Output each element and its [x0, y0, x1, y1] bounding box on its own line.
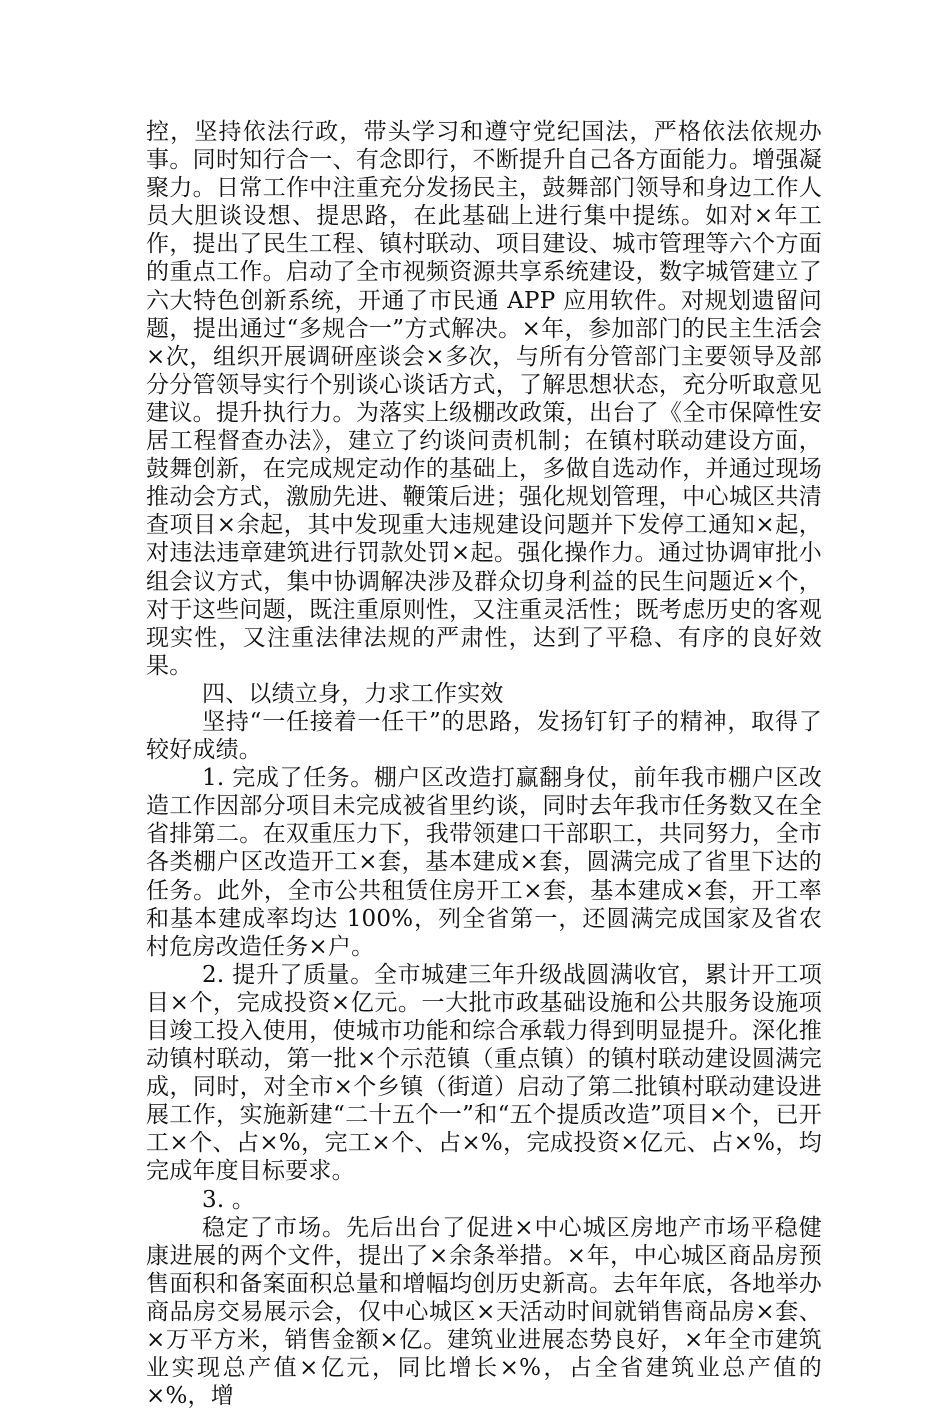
- document-page: [146, 118, 822, 1410]
- body-paragraph: 稳定了市场。先后出台了促进×中心城区房地产市场平稳健康进展的两个文件，提出了×余条举措。×年，中心城区商品房预售面积和备案面积总量和增幅均创历史新高。去年年底，各地举办商品房交易展示会，仅中心城区×天活动时间就销售商品房×套、×万平方米，销售金额×亿。建筑业进展态势良好，×年全市建筑业实现总产值×亿元，同比增长×%，占全省建筑业总产值的×%，增: [146, 1214, 822, 1410]
- numbered-paragraph: 2. 提升了质量。全市城建三年升级战圆满收官，累计开工项目×个，完成投资×亿元。一大批市政基础设施和公共服务设施项目竣工投入使用，使城市功能和综合承载力得到明显提升。深化推动镇村联动，第一批×个示范镇（重点镇）的镇村联动建设圆满完成，同时，对全市×个乡镇（街道）启动了第二批镇村联动建设进展工作，实施新建“二十五个一”和“五个提质改造”项目×个，已开工×个、占×%，完工×个、占×%，完成投资×亿元、占×%，均完成年度目标要求。: [146, 961, 822, 1185]
- numbered-paragraph: 3. 。: [202, 1186, 256, 1213]
- numbered-paragraph: 1. 完成了任务。棚户区改造打赢翻身仗，前年我市棚户区改造工作因部分项目未完成被省里约谈，同时去年我市任务数又在全省排第二。在双重压力下，我带领建口干部职工，共同努力，全市各类棚户区改造开工×套，基本建成×套，圆满完成了省里下达的任务。此外，全市公共租赁住房开工×套，基本建成×套，开工率和基本建成率均达 100%，列全省第一，还圆满完成国家及省农村危房改造任务×户。: [146, 765, 822, 960]
- section-heading: 四、以绩立身，力求工作实效: [202, 680, 504, 707]
- body-paragraph: 控，坚持依法行政，带头学习和遵守党纪国法，严格依法依规办事。同时知行合一、有念即行，不断提升自己各方面能力。增强凝聚力。日常工作中注重充分发扬民主，鼓舞部门领导和身边工作人员大胆谈设想、提思路，在此基础上进行集中提练。如对×年工作，提出了民生工程、镇村联动、项目建设、城市管理等六个方面的重点工作。启动了全市视频资源共享系统建设，数字城管建立了六大特色创新系统，开通了市民通 APP 应用软件。对规划遗留问题，提出通过“多规合一”方式解决。×年，参加部门的民主生活会×次，组织开展调研座谈会×多次，与所有分管部门主要领导及部分分管领导实行个别谈心谈话方式，了解思想状态，充分听取意见建议。提升执行力。为落实上级棚改政策，出台了《全市保障性安居工程督查办法》，建立了约谈问责机制；在镇村联动建设方面，鼓舞创新，在完成规定动作的基础上，多做自选动作，并通过现场推动会方式，激励先进、鞭策后进；强化规划管理，中心城区共清查项目×余起，其中发现重大违规建设问题并下发停工通知×起，对违法违章建筑进行罚款处罚×起。强化操作力。通过协调审批小组会议方式，集中协调解决涉及群众切身利益的民生问题近×个，对于这些问题，既注重原则性，又注重灵活性；既考虑历史的客观现实性，又注重法律法规的严肃性，达到了平稳、有序的良好效果。: [146, 119, 822, 679]
- body-paragraph: 坚持“一任接着一任干”的思路，发扬钉钉子的精神，取得了较好成绩。: [146, 708, 822, 764]
